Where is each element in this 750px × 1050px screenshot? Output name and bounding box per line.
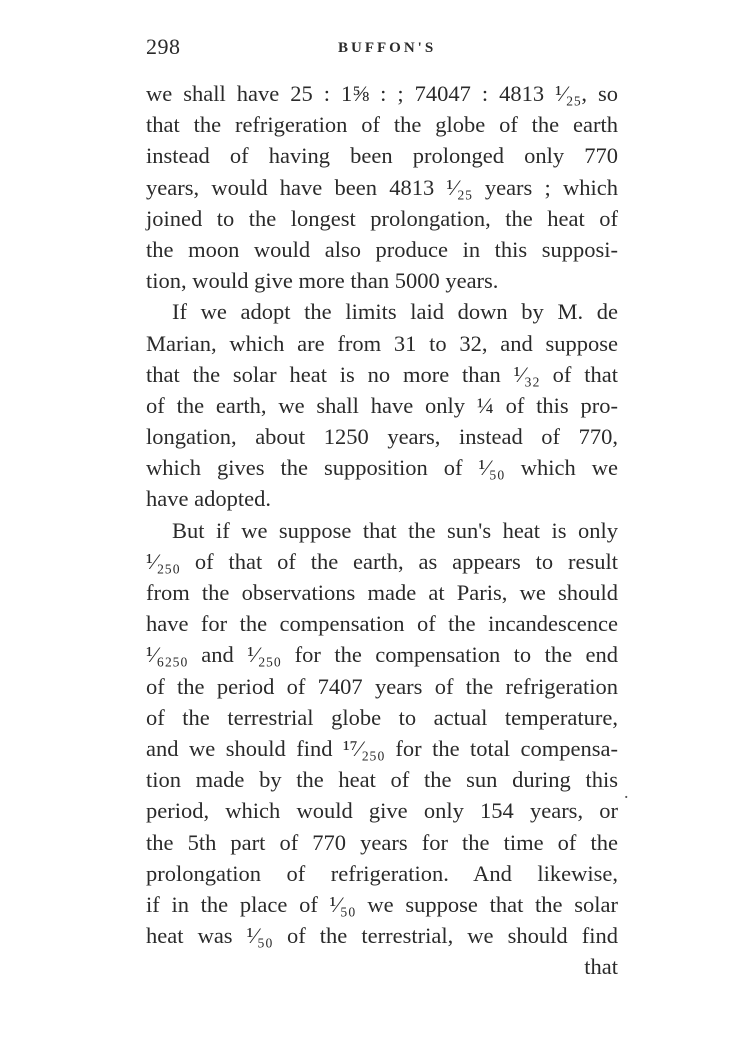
text-line: the moon would also produce in this supposi- [146,236,618,262]
text-line: which gives the supposition of ¹⁄₅₀ which we [146,455,618,481]
text-line: If we adopt the limits laid down by M. de [172,299,618,325]
text-line: period, which would give only 154 years, or [146,798,618,824]
text-line: of the earth, we shall have only ¼ of this pro- [146,392,618,418]
running-head: BUFFON'S [338,40,437,56]
text-line: Marian, which are from 31 to 32, and suppose [146,330,618,356]
page-number: 298 [146,34,181,59]
text-line: of the terrestrial globe to actual temperature, [146,704,618,730]
body-text [146,78,618,982]
text-line: of the period of 7407 years of the refrigeration [146,673,618,699]
text-line: prolongation of refrigeration. And likewise, [146,860,618,886]
text-line: from the observations made at Paris, we should [146,580,618,605]
text-line: if in the place of ¹⁄₅₀ we suppose that the solar [146,891,618,917]
text-line: tion, would give more than 5000 years. [146,268,499,294]
text-line: have for the compensation of the incandescence [146,611,618,637]
margin-mark: . [624,782,629,802]
text-line: we shall have 25 : 1⅝ : ; 74047 : 4813 ¹⁄₂₅, so [146,81,618,106]
text-line: ¹⁄₆₂₅₀ and ¹⁄₂₅₀ for the compensation to the end [146,642,618,668]
text-line: instead of having been prolonged only 770 [146,143,618,169]
text-line: ¹⁄₂₅₀ of that of the earth, as appears to result [146,548,618,574]
text-line: heat was ¹⁄₅₀ of the terrestrial, we should find [146,923,618,949]
text-line: longation, about 1250 years, instead of 770, [146,424,618,450]
text-line: have adopted. [146,486,271,512]
paragraph [146,296,618,514]
paragraph [146,78,618,296]
catchword: that [584,954,618,980]
text-line: and we should find ¹⁷⁄₂₅₀ for the total compensa- [146,735,618,761]
text-line: joined to the longest prolongation, the heat of [146,205,618,231]
text-line: But if we suppose that the sun's heat is only [172,517,618,543]
text-line: the 5th part of 770 years for the time of the [146,829,618,855]
text-line: that the solar heat is no more than ¹⁄₃₂ of that [146,361,618,387]
text-line: that the refrigeration of the globe of the earth [146,112,618,138]
text-line: years, would have been 4813 ¹⁄₂₅ years ; which [146,174,618,200]
paragraph [146,515,618,983]
text-line: tion made by the heat of the sun during this [146,767,618,793]
